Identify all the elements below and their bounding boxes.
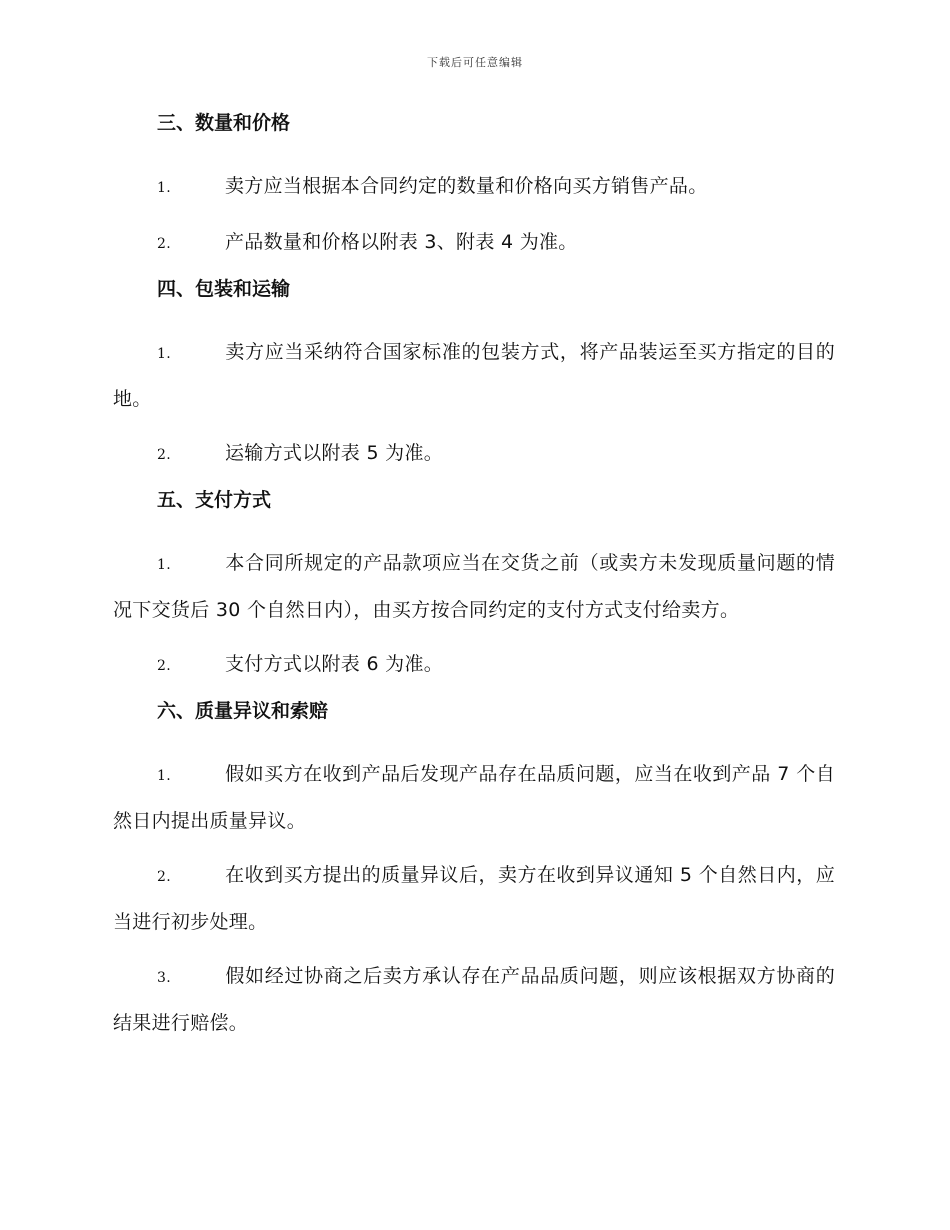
document-body (113, 110, 835, 1046)
section-packaging-transport (113, 276, 835, 478)
section-payment (113, 487, 835, 689)
clause (113, 431, 835, 478)
clause-text: 假如买方在收到产品后发现产品存在品质问题，应当在收到产品 7 个自然日内提出质量异议。 (113, 763, 835, 832)
clause-text: 在收到买方提出的质量异议后，卖方在收到异议通知 5 个自然日内，应当进行初步处理。 (113, 864, 835, 933)
clause-text: 支付方式以附表 6 为准。 (225, 653, 444, 675)
section-heading: 四、包装和运输 (157, 278, 291, 300)
clause-number: 2. (157, 236, 171, 252)
header-note: 下载后可任意编辑 (427, 56, 523, 69)
clause (113, 642, 835, 689)
clause (113, 541, 835, 633)
clause-number: 3. (157, 970, 171, 986)
clause-text: 卖方应当根据本合同约定的数量和价格向买方销售产品。 (225, 175, 708, 197)
clause-number: 2. (157, 447, 171, 463)
clause-text: 运输方式以附表 5 为准。 (225, 442, 444, 464)
clause (113, 853, 835, 945)
clause-text: 本合同所规定的产品款项应当在交货之前（或卖方未发现质量问题的情况下交货后 30 个自然日内），由买方按合同约定的支付方式支付给卖方。 (113, 552, 835, 621)
clause (113, 220, 835, 267)
clause (113, 752, 835, 844)
clause-number: 2. (157, 869, 171, 885)
clause-text: 卖方应当采纳符合国家标准的包装方式，将产品装运至买方指定的目的地。 (113, 341, 835, 410)
section-quantity-price (113, 110, 835, 267)
clause-text: 产品数量和价格以附表 3、附表 4 为准。 (225, 231, 578, 253)
clause (113, 164, 835, 211)
clause-number: 2. (157, 658, 171, 674)
clause-number: 1. (157, 346, 171, 362)
clause (113, 330, 835, 422)
section-heading: 五、支付方式 (157, 489, 272, 511)
section-quality-claims (113, 698, 835, 1046)
clause (113, 954, 835, 1046)
clause-number: 1. (157, 180, 171, 196)
clause-number: 1. (157, 557, 171, 573)
section-heading: 三、数量和价格 (157, 112, 291, 134)
section-heading: 六、质量异议和索赔 (157, 700, 329, 722)
clause-number: 1. (157, 768, 171, 784)
clause-text: 假如经过协商之后卖方承认存在产品品质问题，则应该根据双方协商的结果进行赔偿。 (113, 965, 835, 1034)
